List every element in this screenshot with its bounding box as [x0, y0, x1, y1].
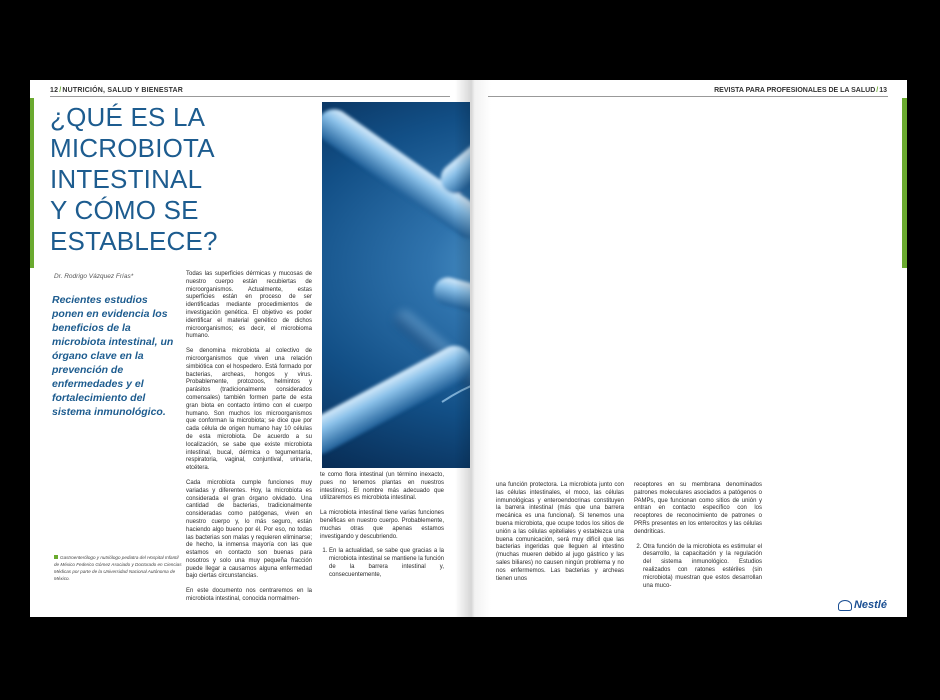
right-accent-bar	[902, 98, 907, 268]
right-page	[470, 80, 907, 617]
left-header-rule	[50, 96, 450, 97]
right-page-number: 13	[879, 87, 887, 94]
list-item: 2. Otra función de la microbiota es estimular el desarrollo, la capacitación y la regulación del sistema inmunológico. Estudios realizados con ratones estériles (sin microbiota) muestran que estos desarrollan una muco-	[643, 544, 762, 591]
paragraph: Todas las superficies dérmicas y mucosas de nuestro cuerpo están recubiertas de microorganismos. Actualmente, estas superficies están en proceso de ser identificadas mediante procedimientos de investigación genética. El objetivo es poder identificar el material genético de dichos microorganismos; es decir, el microbioma humano.	[186, 271, 312, 340]
left-header-separator: /	[59, 87, 62, 94]
left-section-name: NUTRICIÓN, SALUD Y BIENESTAR	[62, 87, 184, 94]
magazine-name: REVISTA PARA PROFESIONALES DE LA SALUD	[714, 87, 876, 94]
title-line: MICROBIOTA	[50, 133, 215, 163]
list-item: 1. En la actualidad, se sabe que gracias a la microbiota intestinal se mantiene la función de la barrera intestinal y, consecuentemente,	[329, 548, 444, 579]
article-title	[50, 102, 240, 257]
right-page-header	[714, 87, 887, 94]
function-list	[634, 544, 762, 591]
body-column-1	[186, 271, 312, 611]
title-line: ESTABLECE?	[50, 226, 218, 256]
body-column-3	[496, 482, 624, 590]
title-line: Y CÓMO SE	[50, 195, 199, 225]
footnote-text: Gastroenterólogo y nutriólogo pediatra del Hospital Infantil de México Federico Gómez Asociado y Doctorado en Ciencias Médicas por parte de la Universidad Nacional Autónoma de México.	[54, 555, 182, 581]
title-line: ¿QUÉ ES LA	[50, 102, 206, 132]
nestle-logo	[838, 599, 887, 611]
paragraph: receptores en su membrana denominados patrones moleculares asociados a patógenos o PAMPs, que funcionan como sitios de unión y entran en contacto específico con los receptores de reconocimiento de patrones o PRRs presentes en los enterocitos y las células dendríticas.	[634, 482, 762, 535]
paragraph: Cada microbiota cumple funciones muy variadas y diferentes. Hoy, la microbiota es considerada el gran órgano olvidado. Una cantidad de bacterias, tradicionalmente consideradas como patógenas, viven en nuestro cuerpo y, lo más seguro, están haciendo algo bueno por él. Por eso, no todas las bacterias son malas y requieren eliminarse; de hecho, la inmensa mayoría con las que estamos en contacto son buenas para nosotros y solo una muy pequeña fracción puede llegar a causarnos alguna enfermedad bajo ciertas circunstancias.	[186, 479, 312, 580]
left-accent-bar	[30, 98, 34, 268]
left-page-header	[50, 87, 183, 94]
magazine-spread	[30, 80, 907, 617]
footnote-bullet-icon	[54, 555, 58, 559]
paragraph: Se denomina microbiota al colectivo de microorganismos que viven una relación simbiótica con el hospedero. Está formado por bacterias, archeas, hongos y virus. Probablemente, protozoos, helmintos y parásitos (tradicionalmente considerados comensales) también formen parte de esta gran biota en contacto íntimo con el cuerpo humano. Son muchos los microorganismos que conforman la microbiota; se dice que por cada célula de origen humano hay 10 células de esta microbiota. De acuerdo a su localización, se sabe que existe microbiota intestinal, bucal, dérmica o tegumentaria, respiratoria, vaginal, conjuntival, urinaria, etcétera.	[186, 348, 312, 472]
paragraph: te como flora intestinal (un término inexacto, pues no tenemos plantas en nuestros intestinos). El nombre más adecuado que utilizaremos es microbiota intestinal.	[320, 472, 444, 502]
left-page-number: 12	[50, 87, 59, 94]
logo-text: Nestlé	[853, 599, 887, 611]
paragraph: una función protectora. La microbiota junto con las células intestinales, el moco, las células inmunológicas y enteroendocrinas constituyen la barrera intestinal (más que una barrera mecánica es una funcional). Si tenemos una buena microbiota, que ocupe todos los sitios de unión a las células epiteliales y establezca una buena comunicación, será muy difícil que las bacterias ingeridas que lleguen al intestino (muchas mueren debido al jugo gástrico y las sales biliares) no causen ningún problema y no nos enfermemos. Las bacterias y archeas tienen unos	[496, 482, 624, 582]
body-column-2	[320, 472, 444, 587]
paragraph: La microbiota intestinal tiene varias funciones benéficas en nuestro cuerpo. Probablemente, muchas otras que apenas estamos investigando y descubriendo.	[320, 510, 444, 540]
title-line: INTESTINAL	[50, 164, 203, 194]
author-byline: Dr. Rodrigo Vázquez Frías*	[54, 273, 134, 280]
nest-icon	[838, 600, 852, 611]
right-header-rule	[488, 96, 888, 97]
lead-text: Recientes estudios ponen en evidencia los beneficios de la microbiota intestinal, un órgano clave en la prevención de enfermedades y el fortalecimiento del sistema inmunológico.	[52, 294, 174, 418]
body-column-4	[634, 482, 762, 597]
left-page	[30, 80, 470, 617]
lead-paragraph	[52, 293, 182, 419]
function-list	[320, 548, 444, 579]
right-header-separator: /	[876, 87, 879, 94]
author-footnote	[54, 554, 184, 582]
paragraph: En este documento nos centraremos en la microbiota intestinal, conocida normalmen-	[186, 588, 312, 603]
